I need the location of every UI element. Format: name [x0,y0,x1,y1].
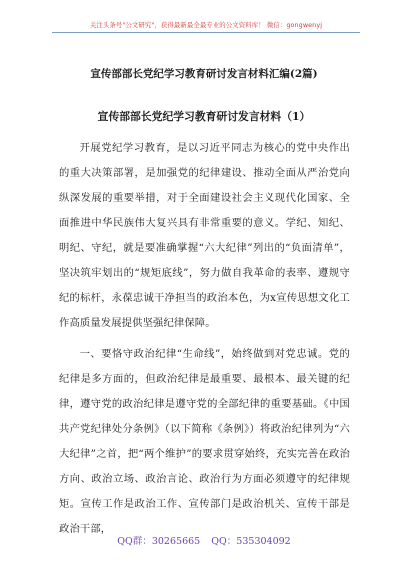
footer-contact [0,533,408,547]
footer-qq: QQ：535304092 [211,536,291,547]
header-banner [52,19,360,33]
paragraph: 一、要恪守政治纪律“生命线”，始终做到对党忠诚。党的纪律是多方面的，但政治纪律是最重要、最根本、最关键的纪律，遵守党的政治纪律是遵守党的全部纪律的重要基础。《中国共产党纪律处分条例》（以下简称《条例》）将政治纪律列为“六大纪律”之首，把“两个维护”的要求贯穿始终，充实完善在政治方向、政治立场、政治言论、政治行为方面必须遵守的纪律规矩。宣传工作是政治工作、宣传部门是政治机关、宣传干部是政治干部， [59,348,350,535]
document-title: 宣传部部长党纪学习教育研讨发言材料汇编(2篇) [90,68,318,80]
banner-text: 关注头条号"公文研究"，获得最新最全最专业的公文资料库！ 微信：gongwenyj [89,21,323,29]
footer-qq-group: QQ群：30265665 [117,536,201,547]
paragraph: 开展党纪学习教育，是以习近平同志为核心的党中央作出的重大决策部署，是加强党的纪律建设、推动全面从严治党向纵深发展的重要举措，对于全面建设社会主义现代化国家、全面推进中华民族伟大复兴具有非常重要的意义。学纪、知纪、明纪、守纪，就是要准确掌握“六大纪律”列出的“负面清单”，坚决筑牢划出的“规矩底线”，努力做自我革命的表率、遵规守纪的标杆，永葆忠诚干净担当的政治本色，为x宣传思想文化工作高质量发展提供坚强纪律保障。 [59,142,350,329]
section-title: 宣传部部长党纪学习教育研讨发言材料（1） [97,110,311,123]
